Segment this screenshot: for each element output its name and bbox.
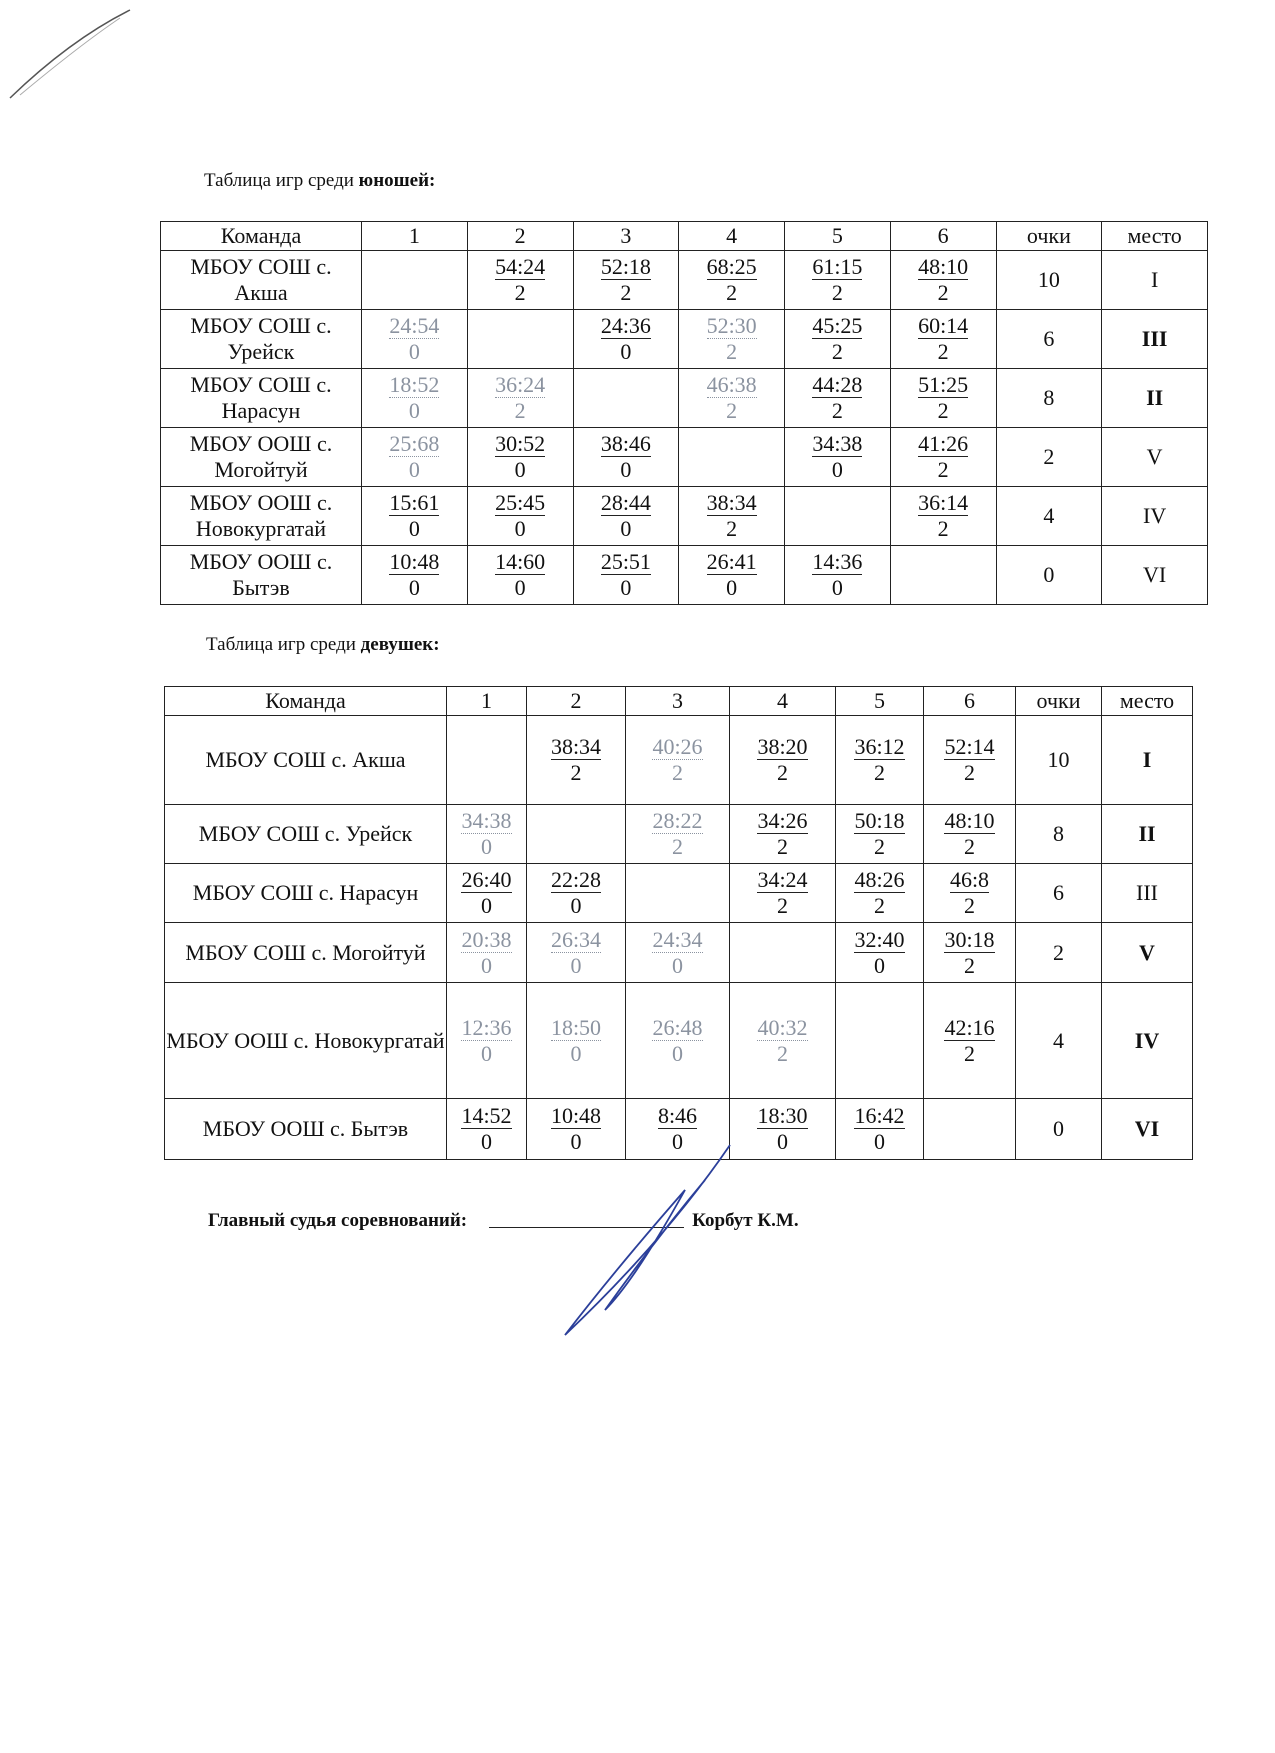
place: V — [1102, 923, 1193, 983]
match-score: 26:34 — [550, 926, 602, 952]
match-score: 25:45 — [495, 490, 546, 515]
total-points: 10 — [1016, 716, 1102, 805]
match-result-cell — [785, 251, 891, 310]
match-score: 34:26 — [757, 808, 808, 833]
place: III — [1102, 864, 1193, 923]
table-row — [165, 716, 1193, 805]
match-result-cell — [362, 546, 468, 605]
match-score: 52:30 — [706, 313, 757, 338]
match-score: 38:34 — [550, 734, 602, 759]
match-result-cell — [362, 428, 468, 487]
match-result-cell — [527, 716, 626, 805]
total-points: 6 — [996, 310, 1102, 369]
match-score: 38:46 — [600, 431, 651, 456]
total-points: 8 — [1016, 805, 1102, 864]
team-name: МБОУ СОШ с. Могойтуй — [165, 923, 447, 983]
match-score: 36:14 — [918, 490, 969, 515]
column-header: 2 — [467, 222, 573, 251]
match-result-cell — [785, 546, 891, 605]
empty-self-cell — [447, 716, 527, 805]
match-points: 0 — [726, 575, 738, 600]
match-points: 0 — [620, 575, 632, 600]
handwritten-signature — [555, 1130, 755, 1345]
match-score: 18:50 — [550, 1014, 602, 1040]
match-points: 0 — [514, 516, 526, 541]
match-result-cell — [924, 805, 1016, 864]
match-points: 0 — [620, 339, 632, 364]
table-row — [161, 310, 1208, 369]
match-score: 34:38 — [461, 808, 512, 833]
match-result-cell — [626, 923, 730, 983]
match-result-cell — [924, 716, 1016, 805]
place: V — [1102, 428, 1208, 487]
match-result-cell — [527, 983, 626, 1099]
match-points: 2 — [874, 834, 885, 859]
team-name: МБОУ СОШ с. Нарасун — [161, 369, 362, 428]
match-points: 0 — [408, 457, 420, 482]
place: I — [1102, 251, 1208, 310]
total-points: 10 — [996, 251, 1102, 310]
match-points: 2 — [514, 280, 526, 305]
table-row — [161, 251, 1208, 310]
match-points: 0 — [481, 1129, 492, 1154]
match-points: 2 — [964, 893, 975, 918]
match-result-cell — [626, 716, 730, 805]
match-score: 18:52 — [389, 372, 440, 397]
match-points: 0 — [672, 952, 683, 978]
total-points: 2 — [1016, 923, 1102, 983]
match-score: 38:20 — [757, 734, 808, 759]
match-result-cell — [836, 923, 924, 983]
match-score: 16:42 — [854, 1103, 905, 1128]
match-score: 48:10 — [944, 808, 995, 833]
boys-table-caption — [204, 170, 435, 192]
empty-self-cell — [527, 805, 626, 864]
place: III — [1102, 310, 1208, 369]
column-header: 1 — [447, 687, 527, 716]
empty-self-cell — [573, 369, 679, 428]
place: I — [1102, 716, 1193, 805]
match-points: 2 — [777, 893, 788, 918]
table-row — [165, 983, 1193, 1099]
match-score: 48:26 — [854, 867, 905, 892]
match-result-cell — [785, 310, 891, 369]
match-result-cell — [447, 805, 527, 864]
total-points: 2 — [996, 428, 1102, 487]
match-result-cell — [679, 487, 785, 546]
match-points: 2 — [964, 952, 975, 978]
match-points: 2 — [874, 893, 885, 918]
match-result-cell — [679, 546, 785, 605]
empty-self-cell — [467, 310, 573, 369]
match-score: 36:12 — [854, 734, 905, 759]
column-header: место — [1102, 687, 1193, 716]
team-name: МБОУ СОШ с. Урейск — [165, 805, 447, 864]
caption-bold-text: девушек: — [360, 634, 440, 655]
match-points: 2 — [937, 398, 949, 423]
place: II — [1102, 805, 1193, 864]
empty-self-cell — [785, 487, 891, 546]
match-result-cell — [730, 716, 836, 805]
match-points: 2 — [726, 280, 738, 305]
match-points: 0 — [408, 339, 420, 364]
header-row — [165, 687, 1193, 716]
match-points: 0 — [874, 952, 885, 978]
match-points: 2 — [726, 398, 738, 423]
match-score: 46:8 — [949, 867, 990, 892]
column-header: 3 — [573, 222, 679, 251]
match-score: 45:25 — [812, 313, 863, 338]
match-points: 0 — [408, 398, 420, 423]
column-header: 6 — [890, 222, 996, 251]
match-points: 0 — [570, 1040, 582, 1066]
match-score: 14:60 — [495, 549, 546, 574]
match-points: 2 — [831, 398, 843, 423]
match-points: 0 — [570, 893, 582, 918]
boys-results-table — [160, 221, 1208, 605]
match-points: 0 — [481, 1040, 492, 1066]
total-points: 4 — [996, 487, 1102, 546]
chief-judge-name: Корбут К.М. — [692, 1210, 799, 1231]
match-result-cell — [362, 487, 468, 546]
match-result-cell — [924, 864, 1016, 923]
match-result-cell — [573, 546, 679, 605]
match-result-cell — [447, 1099, 527, 1160]
match-points: 2 — [777, 834, 788, 859]
match-points: 0 — [514, 457, 526, 482]
empty-self-cell — [924, 1099, 1016, 1160]
match-result-cell — [836, 716, 924, 805]
match-score: 42:16 — [944, 1014, 995, 1040]
match-result-cell — [527, 923, 626, 983]
place: VI — [1102, 546, 1208, 605]
match-result-cell — [924, 923, 1016, 983]
match-points: 0 — [514, 575, 526, 600]
match-score: 24:36 — [600, 313, 651, 338]
match-score: 41:26 — [918, 431, 969, 456]
team-name: МБОУ СОШ с. Акша — [165, 716, 447, 805]
empty-self-cell — [626, 864, 730, 923]
match-result-cell — [573, 251, 679, 310]
match-points: 2 — [964, 1040, 975, 1066]
match-points: 0 — [481, 952, 492, 978]
match-result-cell — [467, 428, 573, 487]
team-name: МБОУ СОШ с. Урейск — [161, 310, 362, 369]
match-result-cell — [679, 369, 785, 428]
match-result-cell — [573, 310, 679, 369]
match-score: 48:10 — [918, 254, 969, 279]
column-header: 3 — [626, 687, 730, 716]
match-score: 38:34 — [706, 490, 757, 515]
match-result-cell — [679, 310, 785, 369]
team-name: МБОУ СОШ с. Акша — [161, 251, 362, 310]
place: VI — [1102, 1099, 1193, 1160]
match-score: 32:40 — [854, 926, 905, 952]
match-score: 24:54 — [389, 313, 440, 338]
match-score: 30:52 — [495, 431, 546, 456]
match-score: 54:24 — [495, 254, 546, 279]
match-score: 12:36 — [461, 1014, 512, 1040]
match-points: 0 — [481, 834, 492, 859]
place: IV — [1102, 983, 1193, 1099]
match-score: 40:26 — [652, 734, 703, 759]
column-header: Команда — [161, 222, 362, 251]
column-header: 5 — [785, 222, 891, 251]
match-score: 60:14 — [918, 313, 969, 338]
match-points: 0 — [620, 516, 632, 541]
match-score: 34:38 — [812, 431, 863, 456]
column-header: 4 — [679, 222, 785, 251]
column-header: 6 — [924, 687, 1016, 716]
match-result-cell — [836, 805, 924, 864]
empty-self-cell — [836, 983, 924, 1099]
match-result-cell — [890, 487, 996, 546]
match-score: 14:52 — [461, 1103, 512, 1128]
match-score: 25:51 — [600, 549, 651, 574]
match-result-cell — [890, 251, 996, 310]
team-name: МБОУ ООШ с. Новокургатай — [161, 487, 362, 546]
match-result-cell — [467, 487, 573, 546]
match-result-cell — [730, 805, 836, 864]
match-result-cell — [785, 369, 891, 428]
match-result-cell — [626, 805, 730, 864]
match-result-cell — [467, 251, 573, 310]
match-points: 0 — [672, 1129, 683, 1154]
match-score: 52:18 — [600, 254, 651, 279]
column-header: место — [1102, 222, 1208, 251]
place: IV — [1102, 487, 1208, 546]
match-score: 25:68 — [389, 431, 440, 456]
match-score: 8:46 — [657, 1103, 698, 1128]
match-points: 2 — [831, 339, 843, 364]
match-result-cell — [467, 369, 573, 428]
team-name: МБОУ ООШ с. Бытэв — [161, 546, 362, 605]
column-header: Команда — [165, 687, 447, 716]
match-score: 50:18 — [854, 808, 905, 833]
match-points: 0 — [408, 516, 420, 541]
match-result-cell — [785, 428, 891, 487]
match-points: 2 — [726, 516, 738, 541]
match-result-cell — [573, 428, 679, 487]
match-score: 28:44 — [600, 490, 651, 515]
table-row — [161, 369, 1208, 428]
match-score: 30:18 — [944, 926, 995, 952]
match-points: 2 — [514, 398, 526, 423]
match-points: 0 — [831, 575, 843, 600]
match-points: 2 — [937, 339, 949, 364]
team-name: МБОУ ООШ с. Новокургатай — [165, 983, 447, 1099]
team-name: МБОУ ООШ с. Бытэв — [165, 1099, 447, 1160]
place: II — [1102, 369, 1208, 428]
match-points: 2 — [937, 457, 949, 482]
team-name: МБОУ СОШ с. Нарасун — [165, 864, 447, 923]
caption-text: Таблица игр среди — [206, 634, 361, 655]
column-header: 4 — [730, 687, 836, 716]
match-result-cell — [626, 983, 730, 1099]
match-result-cell — [527, 864, 626, 923]
total-points: 6 — [1016, 864, 1102, 923]
empty-self-cell — [362, 251, 468, 310]
match-result-cell — [890, 310, 996, 369]
match-result-cell — [890, 428, 996, 487]
match-score: 10:48 — [550, 1103, 602, 1128]
match-score: 68:25 — [706, 254, 757, 279]
match-points: 2 — [672, 834, 683, 859]
match-points: 0 — [620, 457, 632, 482]
match-result-cell — [730, 983, 836, 1099]
match-points: 2 — [964, 760, 975, 785]
total-points: 4 — [1016, 983, 1102, 1099]
match-score: 22:28 — [550, 867, 602, 892]
team-name: МБОУ ООШ с. Могойтуй — [161, 428, 362, 487]
match-score: 51:25 — [918, 372, 969, 397]
match-result-cell — [467, 546, 573, 605]
match-result-cell — [447, 923, 527, 983]
match-points: 0 — [672, 1040, 683, 1066]
match-points: 0 — [481, 893, 492, 918]
match-points: 0 — [408, 575, 420, 600]
match-points: 0 — [831, 457, 843, 482]
column-header: очки — [996, 222, 1102, 251]
match-points: 0 — [874, 1129, 885, 1154]
match-score: 46:38 — [706, 372, 757, 397]
column-header: 5 — [836, 687, 924, 716]
scan-fold-mark — [0, 0, 160, 110]
match-result-cell — [447, 864, 527, 923]
match-score: 26:40 — [461, 867, 512, 892]
match-points: 2 — [937, 280, 949, 305]
match-score: 52:14 — [944, 734, 995, 759]
match-points: 2 — [726, 339, 738, 364]
match-result-cell — [730, 864, 836, 923]
match-score: 40:32 — [757, 1014, 808, 1040]
column-header: 1 — [362, 222, 468, 251]
match-score: 61:15 — [812, 254, 863, 279]
column-header: очки — [1016, 687, 1102, 716]
match-points: 2 — [672, 760, 683, 785]
chief-judge-label: Главный судья соревнований: — [208, 1210, 468, 1231]
match-score: 26:48 — [652, 1014, 703, 1040]
match-result-cell — [679, 251, 785, 310]
caption-text: Таблица игр среди — [204, 170, 359, 191]
match-points: 2 — [777, 760, 788, 785]
empty-self-cell — [890, 546, 996, 605]
total-points: 0 — [996, 546, 1102, 605]
table-row — [161, 428, 1208, 487]
header-row — [161, 222, 1208, 251]
table-row — [161, 487, 1208, 546]
table-row — [165, 864, 1193, 923]
match-score: 44:28 — [812, 372, 863, 397]
table-row — [161, 546, 1208, 605]
match-score: 20:38 — [461, 926, 512, 952]
table-row — [165, 805, 1193, 864]
match-points: 2 — [777, 1040, 788, 1066]
girls-table-caption — [206, 634, 440, 656]
match-score: 26:41 — [706, 549, 757, 574]
match-result-cell — [836, 864, 924, 923]
match-score: 34:24 — [757, 867, 808, 892]
match-score: 14:36 — [812, 549, 863, 574]
match-points: 2 — [964, 834, 975, 859]
total-points: 0 — [1016, 1099, 1102, 1160]
match-score: 36:24 — [495, 372, 546, 397]
match-result-cell — [836, 1099, 924, 1160]
table-row — [165, 923, 1193, 983]
match-score: 28:22 — [652, 808, 703, 833]
match-score: 24:34 — [652, 926, 703, 952]
match-result-cell — [447, 983, 527, 1099]
match-score: 18:30 — [757, 1103, 808, 1128]
match-result-cell — [924, 983, 1016, 1099]
match-points: 2 — [831, 280, 843, 305]
column-header: 2 — [527, 687, 626, 716]
girls-results-table — [164, 686, 1193, 1160]
match-score: 15:61 — [389, 490, 440, 515]
match-points: 2 — [620, 280, 632, 305]
total-points: 8 — [996, 369, 1102, 428]
match-points: 0 — [570, 952, 582, 978]
empty-self-cell — [730, 923, 836, 983]
match-points: 2 — [570, 760, 582, 785]
match-result-cell — [890, 369, 996, 428]
match-result-cell — [362, 310, 468, 369]
match-points: 2 — [874, 760, 885, 785]
match-result-cell — [362, 369, 468, 428]
match-points: 2 — [937, 516, 949, 541]
match-points: 0 — [777, 1129, 788, 1154]
match-score: 10:48 — [389, 549, 440, 574]
caption-bold-text: юношей: — [358, 170, 436, 191]
empty-self-cell — [679, 428, 785, 487]
match-points: 0 — [570, 1129, 582, 1154]
match-result-cell — [573, 487, 679, 546]
